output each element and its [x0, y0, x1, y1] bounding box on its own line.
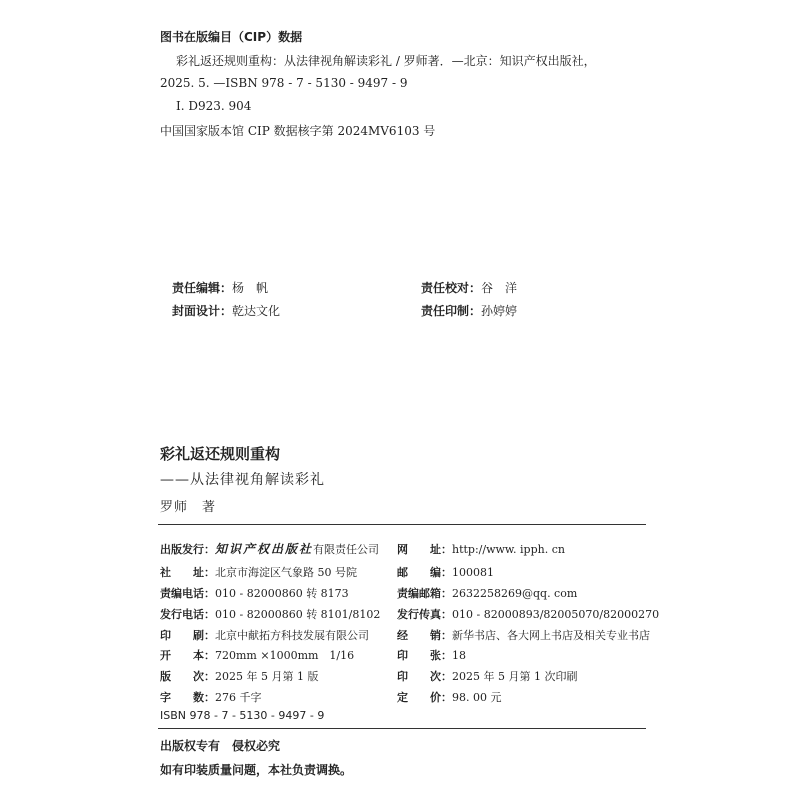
- edition-label: 版 次：: [160, 670, 215, 683]
- editor-name: 杨 帆: [232, 281, 269, 295]
- format-label: 开 本：: [160, 649, 215, 662]
- editor-phone-row: [160, 585, 349, 601]
- cip-approval-number: 中国国家版本馆 CIP 数据核字第 2024MV6103 号: [160, 124, 436, 138]
- sheets-row: [397, 647, 466, 663]
- printing-label: 印 次：: [397, 670, 452, 683]
- cip-heading: 图书在版编目（CIP）数据: [160, 30, 303, 44]
- printer-label: 印 刷：: [160, 629, 215, 642]
- address-row: [160, 564, 357, 580]
- editor-phone-value: 010 - 82000860 转 8173: [215, 587, 349, 600]
- postcode-value: 100081: [452, 566, 494, 579]
- editor-phone-label: 责编电话：: [160, 587, 215, 600]
- word-count-value: 276 千字: [215, 691, 262, 704]
- book-title: 彩礼返还规则重构: [160, 445, 281, 463]
- cip-entry-line2: 2025. 5. —ISBN 978 - 7 - 5130 - 9497 - 9: [160, 76, 408, 90]
- price-row: [397, 689, 501, 705]
- edition-value: 2025 年 5 月第 1 版: [215, 670, 319, 683]
- website-label: 网 址：: [397, 543, 452, 556]
- format-value: 720mm ×1000mm 1/16: [215, 649, 355, 662]
- divider-bottom: [158, 728, 646, 729]
- sheets-value: 18: [452, 649, 466, 662]
- editor-email-value: 2632258269@qq. com: [452, 587, 578, 600]
- publisher-row: [160, 540, 379, 557]
- edition-row: [160, 668, 318, 684]
- printing-supervisor: 孙婷婷: [481, 304, 518, 318]
- word-count-row: [160, 689, 262, 705]
- distribution-fax-value: 010 - 82000893/82005070/82000270: [452, 608, 660, 621]
- isbn: ISBN 978 - 7 - 5130 - 9497 - 9: [160, 709, 325, 722]
- proofreader-name: 谷 洋: [481, 281, 518, 295]
- distribution-fax-label: 发行传真：: [397, 608, 452, 621]
- cover-designer: 乾达文化: [232, 304, 281, 318]
- word-count-label: 字 数：: [160, 691, 215, 704]
- price-label: 定 价：: [397, 691, 452, 704]
- publisher-suffix: 有限责任公司: [313, 543, 380, 556]
- address-label: 社 址：: [160, 566, 215, 579]
- quality-notice: 如有印装质量问题，本社负责调换。: [160, 763, 353, 777]
- website-row: [397, 541, 565, 557]
- postcode-label: 邮 编：: [397, 566, 452, 579]
- format-row: [160, 647, 354, 663]
- staff-proofreader: [421, 279, 517, 296]
- staff-printing: [421, 302, 517, 319]
- dealer-row: [397, 627, 650, 643]
- proofreader-label: 责任校对：: [421, 281, 482, 295]
- publisher-label: 出版发行：: [160, 543, 215, 556]
- price-value: 98. 00 元: [452, 691, 502, 704]
- sheets-label: 印 张：: [397, 649, 452, 662]
- printing-supervisor-label: 责任印制：: [421, 304, 482, 318]
- postcode-row: [397, 564, 494, 580]
- address-value: 北京市海淀区气象路 50 号院: [215, 566, 357, 579]
- staff-cover-design: [172, 302, 280, 319]
- divider-top: [158, 524, 646, 525]
- cip-classification: Ⅰ. D923. 904: [176, 99, 252, 113]
- publisher-logotype: 知识产权出版社: [215, 542, 314, 556]
- website-value: http://www. ipph. cn: [452, 543, 565, 556]
- distribution-phone-label: 发行电话：: [160, 608, 215, 621]
- editor-email-label: 责编邮箱：: [397, 587, 452, 600]
- printing-value: 2025 年 5 月第 1 次印刷: [452, 670, 578, 683]
- printer-row: [160, 627, 369, 643]
- printer-value: 北京中献拓方科技发展有限公司: [215, 629, 369, 642]
- printing-row: [397, 668, 577, 684]
- editor-label: 责任编辑：: [172, 281, 233, 295]
- cip-entry-line1: 彩礼返还规则重构：从法律视角解读彩礼 / 罗师著．—北京：知识产权出版社，: [176, 54, 596, 68]
- distribution-phone-value: 010 - 82000860 转 8101/8102: [215, 608, 381, 621]
- staff-editor: [172, 279, 268, 296]
- cover-label: 封面设计：: [172, 304, 233, 318]
- book-author: 罗师 著: [160, 500, 217, 515]
- editor-email-row: [397, 585, 577, 601]
- dealer-label: 经 销：: [397, 629, 452, 642]
- distribution-fax-row: [397, 606, 659, 622]
- dealer-value: 新华书店、各大网上书店及相关专业书店: [452, 629, 650, 642]
- book-subtitle: ——从法律视角解读彩礼: [160, 472, 325, 488]
- copyright-notice: 出版权专有 侵权必究: [160, 739, 281, 753]
- distribution-phone-row: [160, 606, 380, 622]
